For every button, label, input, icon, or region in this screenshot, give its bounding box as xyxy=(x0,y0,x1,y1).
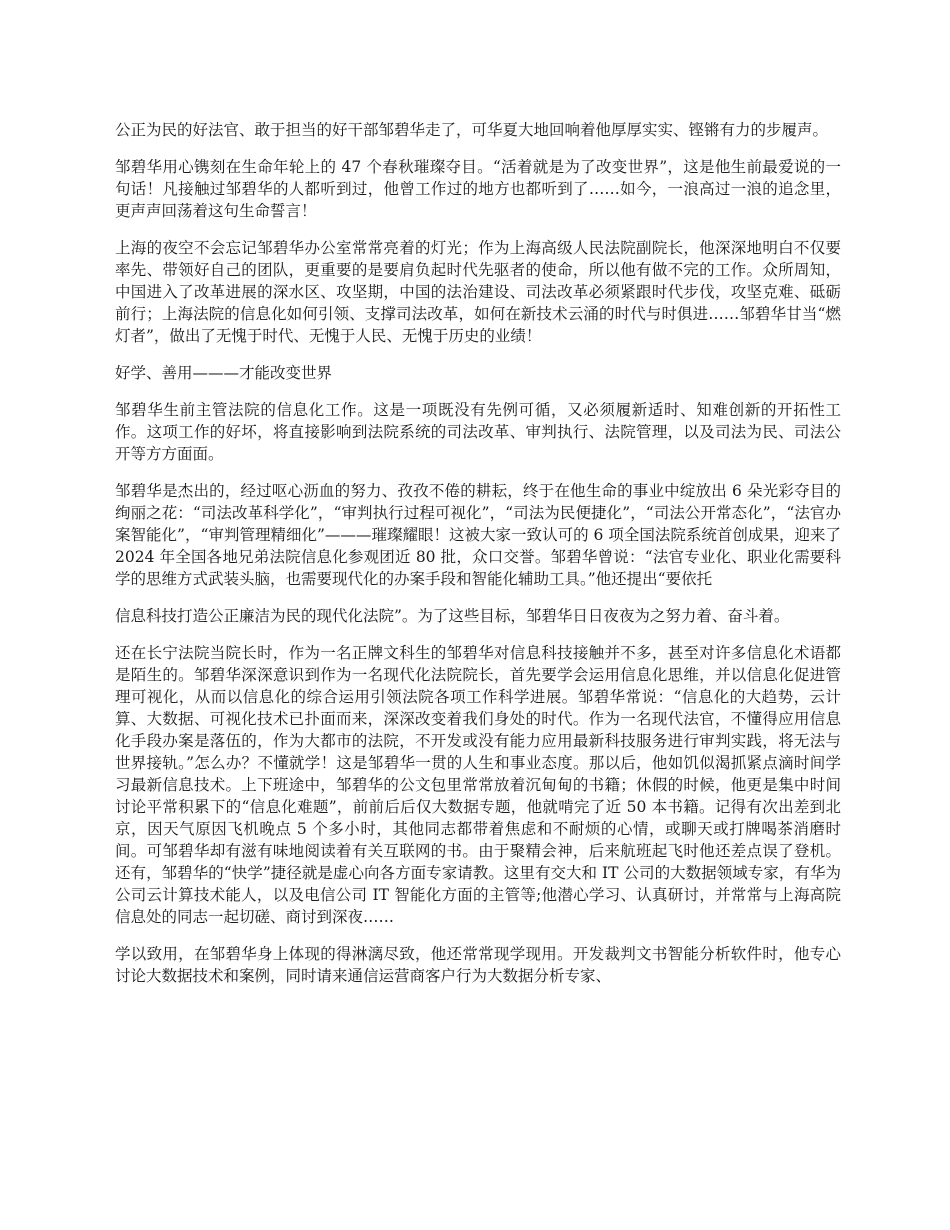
paragraph-achievements: 邹碧华是杰出的，经过呕心沥血的努力、孜孜不倦的耕耘，终于在他生命的事业中绽放出 6 朵光彩夺目的绚丽之花：“司法改革科学化”，“审判执行过程可视化”，“司法为民便捷化”，“司法公开常态化”，“法官办案智能化”，“审判管理精细化”———璀璨耀眼！这被大家一致认可的 6 项全国法院系统首创成果，迎来了 2024 年全国各地兄弟法院信息化参观团近 80 批，众口交誉。邹碧华曾说：“法官专业化、职业化需要科学的思维方式武装头脑，也需要现代化的办案手段和智能化辅助工具。”他还提出“要依托 xyxy=(115,482,841,588)
paragraph-intro: 公正为民的好法官、敢于担当的好干部邹碧华走了，可华夏大地回响着他厚厚实实、铿锵有力的步履声。 xyxy=(115,121,829,139)
paragraph-motto: 邹碧华用心镌刻在生命年轮上的 47 个春秋璀璨夺目。“活着就是为了改变世界”，这是他生前最爱说的一句话！凡接触过邹碧华的人都听到过，他曾工作过的地方也都听到了……如今，一浪高过一浪的追念里，更声声回荡着这句生命誓言！ xyxy=(115,158,841,220)
paragraph-goal: 信息科技打造公正廉洁为民的现代化法院”。为了这些目标，邹碧华日日夜夜为之努力着、奋斗着。 xyxy=(115,607,790,625)
paragraph-night-lights: 上海的夜空不会忘记邹碧华办公室常常亮着的灯光；作为上海高级人民法院副院长，他深深地明白不仅要率先、带领好自己的团队，更重要的是要肩负起时代先驱者的使命，所以他有做不完的工作。众所周知，中国进入了改革进展的深水区、攻坚期，中国的法治建设、司法改革必须紧跟时代步伐，攻坚克难、砥砺前行；上海法院的信息化如何引领、支撑司法改革，如何在新技术云涌的时代与时俱进……邹碧华甘当“燃灯者”，做出了无愧于时代、无愧于人民、无愧于历史的业绩！ xyxy=(115,239,841,345)
document-body xyxy=(115,119,841,1002)
paragraph-informatization: 邹碧华生前主管法院的信息化工作。这是一项既没有先例可循，又必须履新适时、知难创新的开拓性工作。这项工作的好坏，将直接影响到法院系统的司法改革、审判执行、法院管理，以及司法为民、司法公开等方方面面。 xyxy=(115,401,841,463)
paragraph-application: 学以致用，在邹碧华身上体现的得淋漓尽致，他还常常现学现用。开发裁判文书智能分析软件时，他专心讨论大数据技术和案例，同时请来通信运营商客户行为大数据分析专家、 xyxy=(115,945,841,985)
paragraph-learning: 还在长宁法院当院长时，作为一名正牌文科生的邹碧华对信息科技接触并不多，甚至对许多信息化术语都是陌生的。邹碧华深深意识到作为一名现代化法院院长，首先要学会运用信息化思维，并以信息化促进管理可视化，从而以信息化的综合运用引领法院各项工作科学进展。邹碧华常说：“信息化的大趋势，云计算、大数据、可视化技术已扑面而来，深深改变着我们身处的时代。作为一名现代法官，不懂得应用信息化手段办案是落伍的，作为大都市的法院，不开发或没有能力应用最新科技服务进行审判实践，将无法与世界接轨。”怎么办？不懂就学！这是邹碧华一贯的人生和事业态度。那以后，他如饥似渴抓紧点滴时间学习最新信息技术。上下班途中，邹碧华的公文包里常常放着沉甸甸的书籍；休假的时候，他更是集中时间讨论平常积累下的“信息化难题”，前前后后仅大数据专题，他就啃完了近 50 本书籍。记得有次出差到北京，因天气原因飞机晚点 5 个多小时，其他同志都带着焦虑和不耐烦的心情，或聊天或打牌喝茶消磨时间。可邹碧华却有滋有味地阅读着有关互联网的书。由于聚精会神，后来航班起飞时他还差点误了登机。还有，邹碧华的“快学”捷径就是虚心向各方面专家请教。这里有交大和 IT 公司的大数据领域专家，有华为公司云计算技术能人，以及电信公司 IT 智能化方面的主管等;他潜心学习、认真研讨，并常常与上海高院信息处的同志一起切磋、商讨到深夜…… xyxy=(115,644,841,926)
section-heading: 好学、善用———才能改变世界 xyxy=(115,364,333,382)
